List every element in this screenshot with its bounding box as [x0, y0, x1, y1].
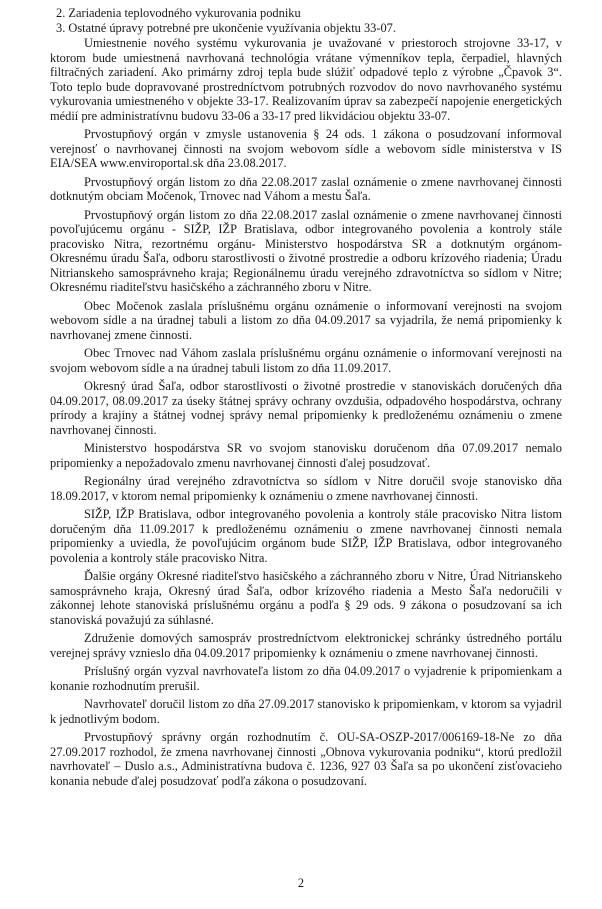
- paragraph-public-info: Prvostupňový orgán v zmysle ustanovenia § 24 ods. 1 zákona o posudzovaní informoval verejnosť o navrhovanej činnosti na svojom webovom sídle a webovom sídle ministerstva v IS EIA/SEA www.enviroportal.sk dňa 23.08.2017.: [50, 127, 562, 170]
- paragraph-authorities-notice: Prvostupňový orgán listom zo dňa 22.08.2017 zaslal oznámenie o zmene navrhovanej činnosti povoľujúcemu orgánu - SIŽP, IŽP Bratislava, odbor integrovaného povolenia a kontroly stále pracovisko Nitra, rezortnému orgánu- Ministerstvo hospodárstva SR a dotknutým orgánom- Okresnému úradu Šaľa, odboru starostlivosti o životné prostredie a odboru krízového riadenia; Úradu Nitrianskeho samosprávneho kraja; Regionálnemu úradu verejného zdravotníctva so sídlom v Nitre; Okresnému riaditeľstvu hasičského a záchranného zboru v Nitre.: [50, 207, 562, 294]
- paragraph-municipalities-notice: Prvostupňový orgán listom zo dňa 22.08.2017 zaslal oznámenie o zmene navrhovanej činnosti dotknutým obciam Močenok, Trnovec nad Váhom a mestu Šaľa.: [50, 174, 562, 203]
- paragraph-decision: Prvostupňový správny orgán rozhodnutím č. OU-SA-OSZP-2017/006169-18-Ne zo dňa 27.09.2017 rozhodol, že zmena navrhovanej činnosti „Obnova vykurovania podniku“, ktorú predložil navrhovateľ – Duslo a.s., Administratívna budova č. 1236, 927 03 Šaľa sa po ukončení zisťovacieho konania nebude ďalej posudzovať podľa zákona o posudzovaní.: [50, 730, 562, 788]
- paragraph-ruvz: Regionálny úrad verejného zdravotníctva so sídlom v Nitre doručil svoje stanovisko dňa 18.09.2017, v ktorom nemal pripomienky k oznámeniu o zmene navrhovanej činnosti.: [50, 474, 562, 503]
- paragraph-ministry: Ministerstvo hospodárstva SR vo svojom stanovisku doručenom dňa 07.09.2017 nemalo pripomienky a nepožadovalo zmenu navrhovanej činnosti ďalej posudzovať.: [50, 441, 562, 470]
- paragraph-trnovec: Obec Trnovec nad Váhom zaslala príslušnému orgánu oznámenie o informovaní verejnosti na svojom webovom sídle a na úradnej tabuli listom zo dňa 11.09.2017.: [50, 346, 562, 375]
- paragraph-other-authorities: Ďalšie orgány Okresné riaditeľstvo hasičského a záchranného zboru v Nitre, Úrad Nitrianskeho samosprávneho kraja, Okresný úrad Šaľa, odbor krízového riadenia a Mesto Šaľa nedoručili v zákonnej lehote stanoviská príslušnému orgánu a podľa § 29 ods. 9 zákona o posudzovaní sa ich stanoviská považujú za súhlasné.: [50, 569, 562, 627]
- paragraph-okresny-urad: Okresný úrad Šaľa, odbor starostlivosti o životné prostredie v stanoviskách doručených dňa 04.09.2017, 08.09.2017 za úseky štátnej správy ochrany ovzdušia, odpadového hospodárstva, ochrany prírody a krajiny a štátnej vodnej správy nemal pripomienky k predloženému oznámeniu o zmene navrhovanej činnosti.: [50, 379, 562, 437]
- paragraph-zds: Združenie domových samospráv prostredníctvom elektronickej schránky ústredného portálu verejnej správy vznieslo dňa 04.09.2017 pripomienky k oznámeniu o zmene navrhovanej činnosti.: [50, 631, 562, 660]
- paragraph-proposer-reply: Navrhovateľ doručil listom zo dňa 27.09.2017 stanovisko k pripomienkam, v ktorom sa vyjadril k jednotlivým bodom.: [50, 697, 562, 726]
- list-item: 3. Ostatné úpravy potrebné pre ukončenie využívania objektu 33-07.: [56, 20, 396, 35]
- paragraph-mocenok: Obec Močenok zaslala príslušnému orgánu oznámenie o informovaní verejnosti na svojom webovom sídle a na úradnej tabuli a listom zo dňa 04.09.2017 sa vyjadrila, že nemá pripomienky k navrhovanej zmene činnosti.: [50, 298, 562, 342]
- page-number: 2: [297, 876, 305, 890]
- list-item: 2. Zariadenia teplovodného vykurovania podniku: [56, 6, 301, 20]
- paragraph-heating-system: Umiestnenie nového systému vykurovania je uvažované v priestoroch strojovne 33-17, v ktorom bude umiestnená navrhovaná technológia vrátane výmenníkov tepla, čerpadiel, hlavných filtračných zariadení. Ako primárny zdroj tepla bude slúžiť odpadové teplo z výrobne „Čpavok 3“. Toto teplo bude dopravované prostredníctvom potrubných rozvodov do novo navrhovaného systému vykurovania umiestneného v objekte 33-17. Realizovaním úprav sa zabezpečí napojenie energetických médií pre administratívnu budovu 33-06 a 33-17 pred likvidáciou objektu 33-07.: [50, 36, 562, 123]
- paragraph-sizp: SIŽP, IŽP Bratislava, odbor integrovaného povolenia a kontroly stále pracovisko Nitra listom doručeným dňa 11.09.2017 k predloženému oznámeniu o zmene navrhovanej činnosti nemala pripomienky a uviedla, že povoľujúcim orgánom bude SIŽP, IŽP Bratislava, odbor integrovaného povolenia a kontroly stále pracovisko Nitra.: [50, 507, 562, 565]
- paragraph-request: Príslušný orgán vyzval navrhovateľa listom zo dňa 04.09.2017 o vyjadrenie k pripomienkam a konanie rozhodnutím prerušil.: [50, 664, 562, 693]
